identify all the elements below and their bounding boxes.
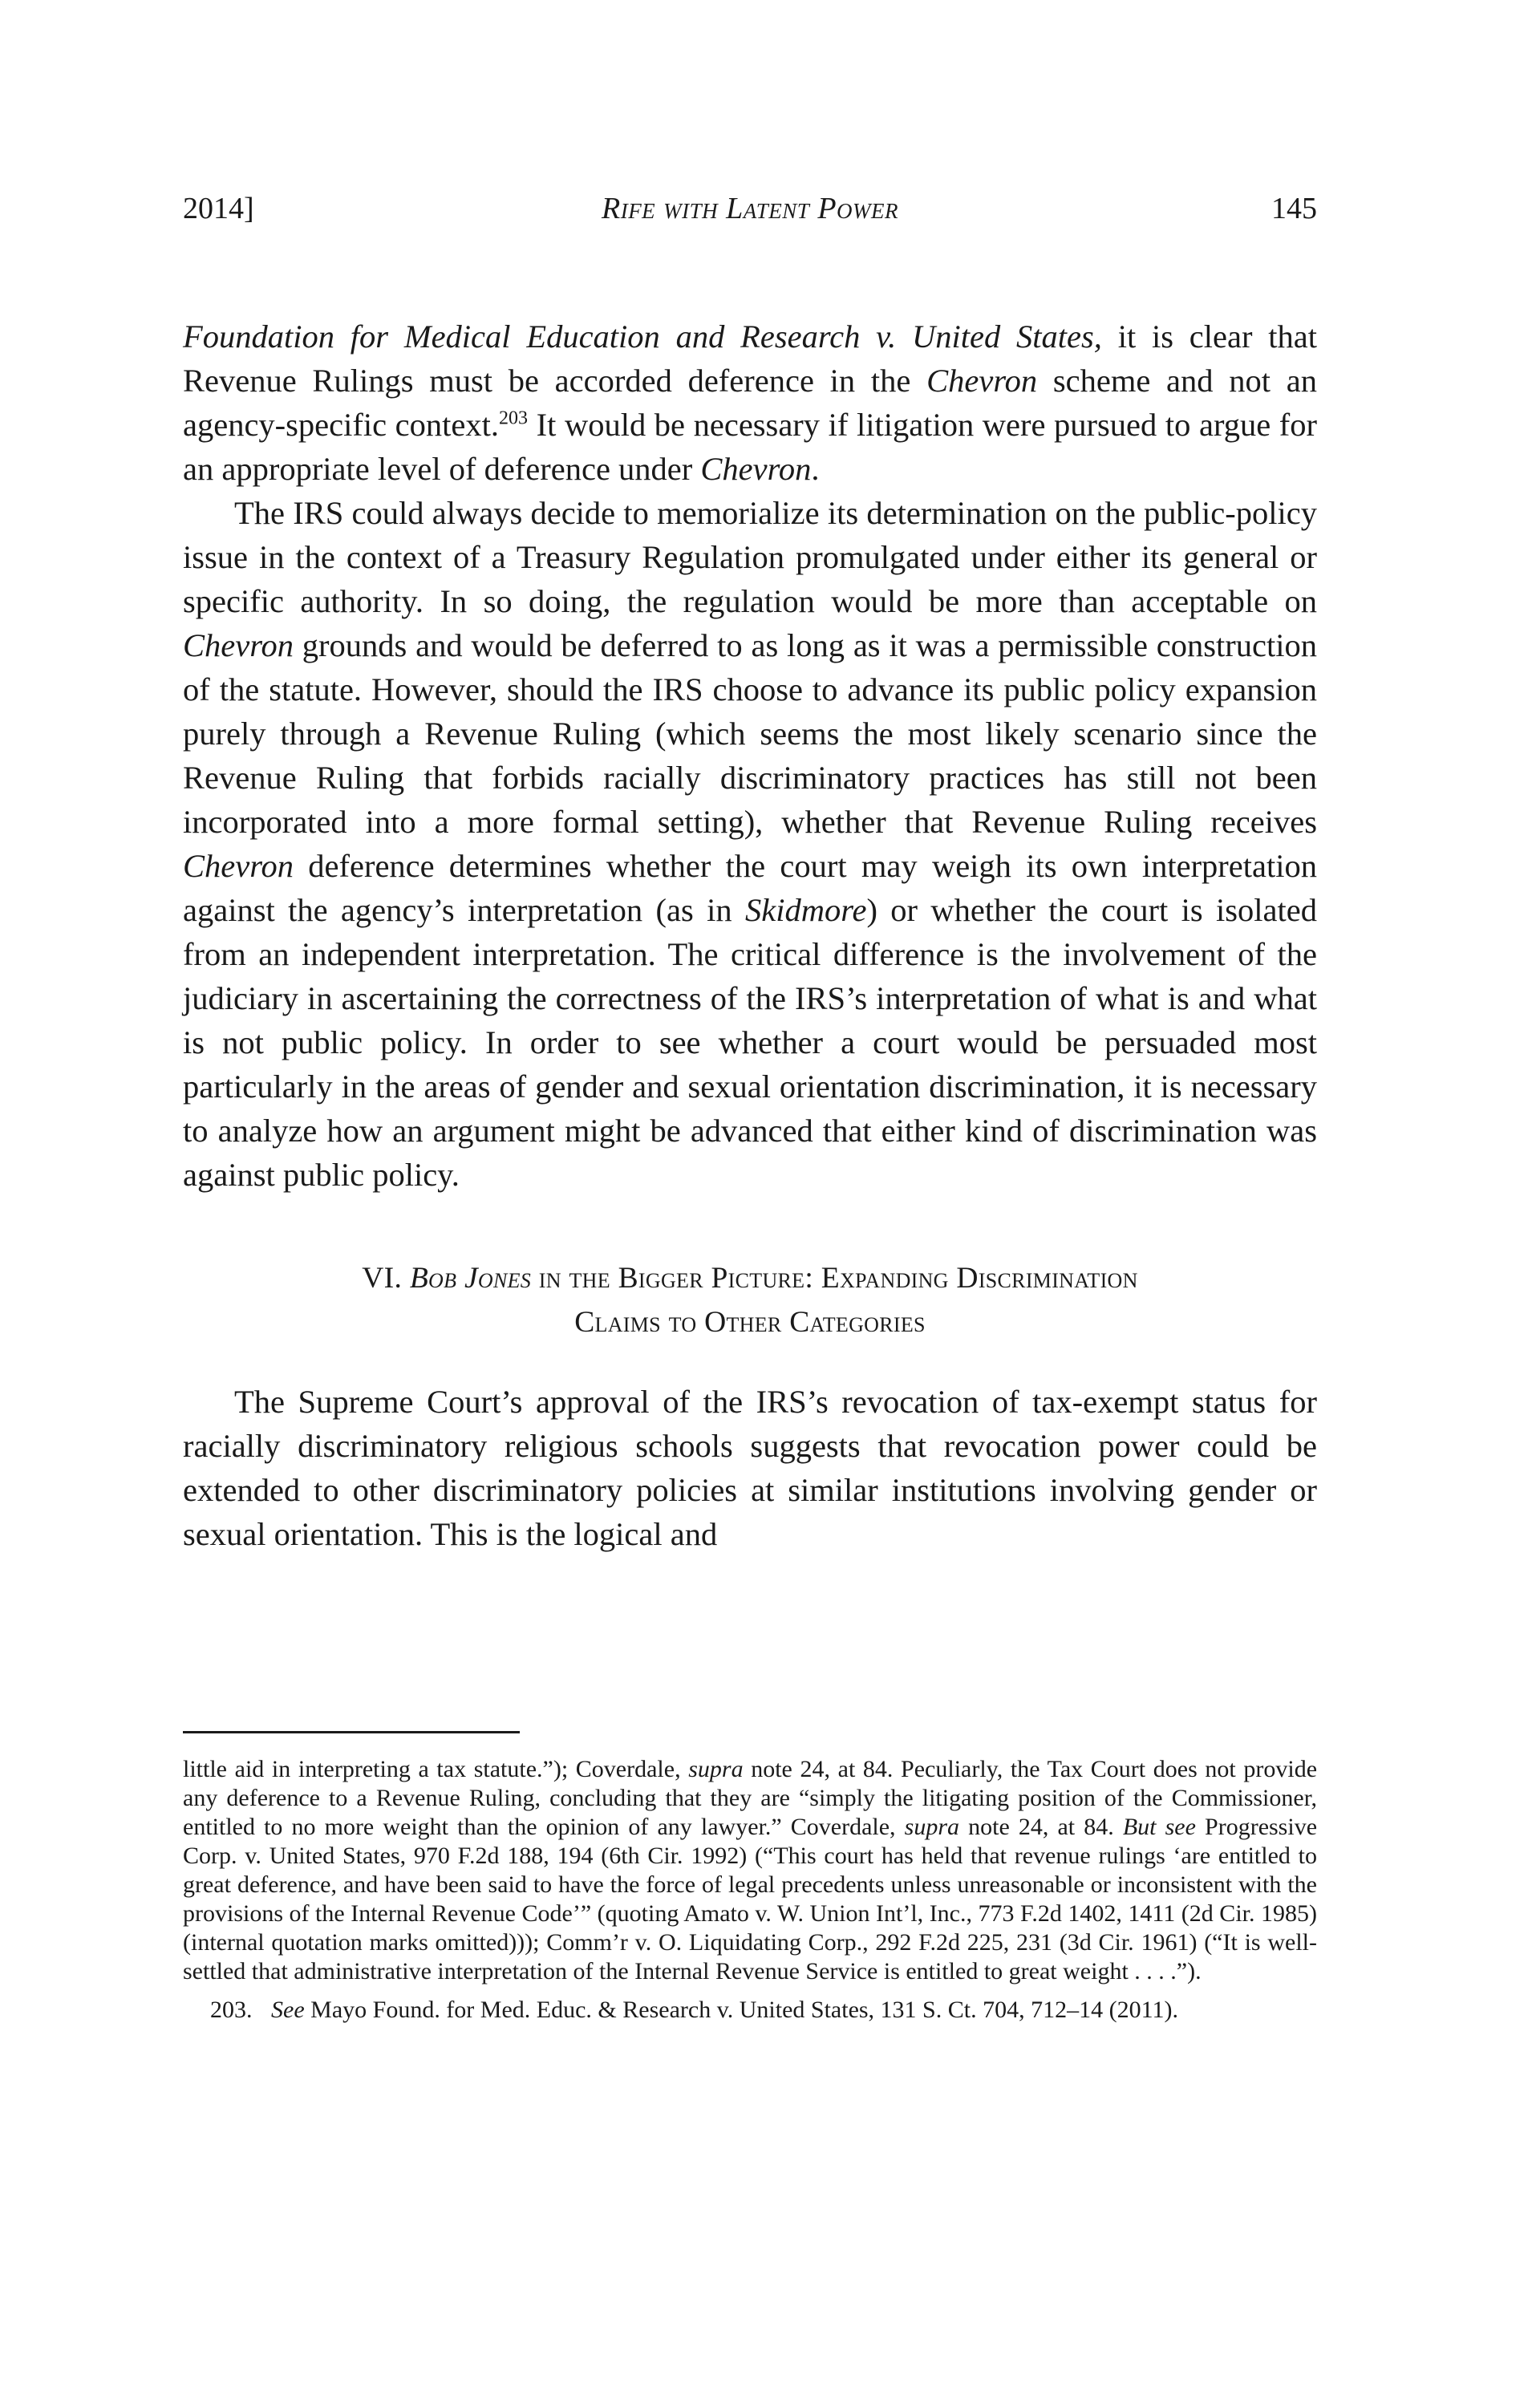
section-numeral: VI. — [362, 1262, 410, 1295]
paragraph: The Supreme Court’s approval of the IRS’s revocation of tax-exempt status for racially discriminatory religious schools suggests that revocation power could be extended to other discriminatory policies at similar institutions involving gender or sexual orientation. This is the logical and — [183, 1384, 1317, 1552]
heading-line-1 — [183, 1256, 1317, 1300]
footnote-203 — [183, 1996, 1317, 2025]
text-run: little aid in interpreting a tax statute.”); Coverdale, — [183, 1756, 689, 1782]
footnote-continued — [183, 1755, 1317, 1986]
paragraph-continued — [183, 314, 1317, 491]
case-name: Skidmore — [744, 892, 867, 928]
section-heading — [183, 1256, 1317, 1344]
text-run: deference determines whether the court may weigh its own interpretation against the agency’s interpretation (as in — [183, 848, 1317, 928]
text-run: . — [811, 451, 820, 487]
case-name: Foundation for Medical Education and Research v. United States, — [183, 318, 1102, 355]
case-name: Chevron — [926, 363, 1038, 399]
volume-year: 2014] — [183, 192, 254, 225]
text-run: grounds and would be deferred to as long as it was a permissible construction of the statute. However, should the IRS choose to advance its public policy expansion purely through a Revenue Ruling (which seems the most likely scenario since the Revenue Ruling that forbids racially discriminatory practices has still not been incorporated into a more formal setting), whether that Revenue Ruling receives — [183, 627, 1317, 840]
case-name: Chevron — [183, 627, 294, 663]
footnote-divider — [183, 1731, 520, 1733]
text-run: scheme and not an agency-specific context. — [183, 363, 1317, 443]
case-name: Chevron — [700, 451, 812, 487]
signal-italic: See — [271, 1997, 305, 2023]
signal-italic: supra — [688, 1756, 744, 1782]
running-title: Rife with Latent Power — [601, 192, 899, 225]
case-name: Chevron — [183, 848, 294, 884]
text-run: It would be necessary if litigation were pursued to argue for an appropriate level of deference under — [183, 407, 1317, 487]
text-run: Progressive Corp. v. United States, 970 F.2d 188, 194 (6th Cir. 1992) (“This court has held that revenue rulings ‘are entitled to great deference, and have been said to have the force of legal precedents unless unreasonable or inconsistent with the provisions of the Internal Revenue Code’” (quoting Amato v. W. Union Int’l, Inc., 773 F.2d 1402, 1411 (2d Cir. 1985) (internal quotation marks omitted))); Comm’r v. O. Liquidating Corp., 292 F.2d 225, 231 (3d Cir. 1961) (“It is well-settled that administrative interpretation of the Internal Revenue Service is entitled to great weight . . . .”). — [183, 1814, 1318, 1984]
footnotes — [183, 1755, 1317, 2025]
footnote-ref[interactable]: 203 — [499, 407, 529, 429]
paragraph — [183, 491, 1317, 1197]
text-run: Mayo Found. for Med. Educ. & Research v. United States, 131 S. Ct. 704, 712–14 (2011). — [304, 1997, 1178, 2023]
main-text — [183, 314, 1317, 1556]
footnote-number: 203. — [210, 1997, 253, 2023]
heading-case-name: Bob Jones — [409, 1262, 532, 1295]
signal-italic: supra — [904, 1814, 960, 1840]
text-run: it is clear that Revenue Rulings must be accorded deference in the — [183, 318, 1317, 399]
text-run: ) or whether the court is isolated from an independent interpretation. The critical difference is the involvement of the judiciary in ascertaining the correctness of the IRS’s interpretation of what is and what is not public policy. In order to see whether a court would be persuaded most particularly in the areas of gender and sexual orientation discrimination, it is necessary to analyze how an argument might be advanced that either kind of discrimination was against public policy. — [183, 892, 1317, 1193]
page-number: 145 — [1271, 192, 1317, 225]
text-run: note 24, at 84. Peculiarly, the Tax Court does not provide any deference to a Revenue Ruling, concluding that they are “simply the litigating position of the Commissioner, entitled to no more weight than the opinion of any lawyer.” Coverdale, — [183, 1756, 1318, 1840]
text-run: note 24, at 84. — [959, 1814, 1123, 1840]
heading-line-2: Claims to Other Categories — [574, 1306, 926, 1339]
text-run: The IRS could always decide to memorialize its determination on the public-policy issue in the context of a Treasury Regulation promulgated under either its general or specific authority. In so doing, the regulation would be more than acceptable on — [183, 495, 1317, 619]
heading-text: in the Bigger Picture: Expanding Discrimination — [531, 1262, 1138, 1295]
running-head — [183, 191, 1317, 231]
signal-italic: But see — [1122, 1814, 1196, 1840]
